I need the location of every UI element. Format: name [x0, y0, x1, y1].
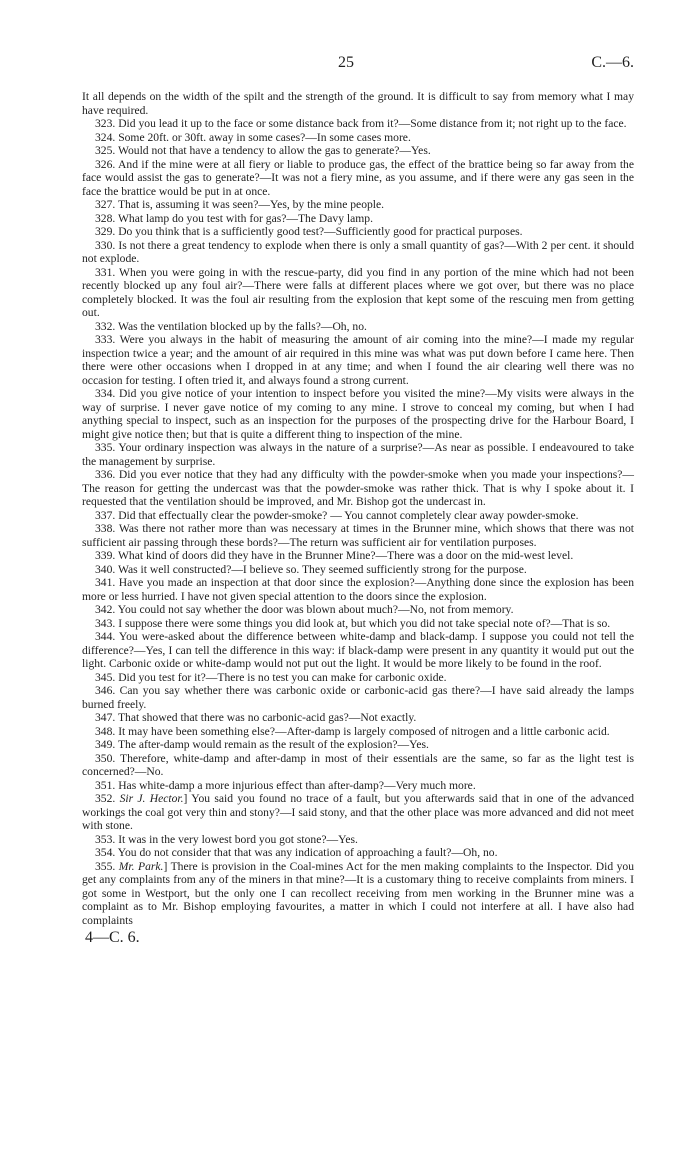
paragraph: 343. I suppose there were some things you did look at, but which you did not take special note of?—That is so. — [95, 616, 611, 630]
paper-series-code: C.—6. — [591, 54, 634, 71]
page-number: 25 — [338, 54, 354, 71]
paragraph: 337. Did that effectually clear the powder-smoke? — You cannot completely clear away powder-smoke. — [95, 508, 579, 522]
paragraph: 351. Has white-damp a more injurious effect than after-damp?—Very much more. — [95, 778, 476, 792]
paragraph: 329. Do you think that is a sufficiently good test?—Sufficiently good for practical purposes. — [95, 225, 523, 238]
paragraph: 332. Was the ventilation blocked up by the falls?—Oh, no. — [95, 319, 367, 333]
paragraph: 342. You could not say whether the door was blown about much?—No, not from memory. — [95, 603, 514, 616]
paragraph: 346. Can you say whether there was carbonic oxide or carbonic-acid gas there?—I have said already the lamps burned freely. — [82, 684, 634, 711]
paragraph: 355. Mr. Park.] There is provision in the Coal-mines Act for the men making complaints to the Inspector. Did you get any complaints from any of the miners in that mine?—It is a customary thing to receive complaints from miners. I got some in Westport, but the only one I can recollect receiving from men working in the Brunner mine was a complaint as to Mr. Bishop employing favourites, a matter in which I could not interfere at all. I have also had complaints — [82, 859, 635, 927]
paragraph: 324. Some 20ft. or 30ft. away in some cases?—In some cases more. — [95, 130, 411, 144]
paragraph: 347. That showed that there was no carbonic-acid gas?—Not exactly. — [95, 711, 417, 724]
paragraph: 344. You were-asked about the difference between white-damp and black-damp. I suppose you could not tell the difference?—Yes, I can tell the difference in this way: if black-damp were present in any quantity it would put out the light. Carbonic oxide or white-damp would not put out the light. It would be more likely to be found in the roof. — [82, 630, 634, 670]
paragraph: 328. What lamp do you test with for gas?—The Davy lamp. — [95, 211, 373, 225]
paragraph: 340. Was it well constructed?—I believe so. They seemed sufficiently strong for the purpose. — [95, 562, 527, 576]
paragraph: 354. You do not consider that that was any indication of approaching a fault?—Oh, no. — [95, 846, 498, 859]
paragraph: 334. Did you give notice of your intention to inspect before you visited the mine?—My visits were always in the way of surprise. I never gave notice of my coming to any mine. I strove to conceal my coming, but when I had anything special to inspect, such as an inspection for the purposes of the prospecting drive for the Harbour Board, I might give notice then; but that is quite a different thing to inspection of the mine. — [82, 387, 634, 441]
paragraph: 327. That is, assuming it was seen?—Yes, by the mine people. — [95, 198, 385, 211]
paragraph: 330. Is not there a great tendency to explode when there is only a small quantity of gas?—With 2 per cent. it should not explode. — [82, 238, 634, 265]
paragraph: 323. Did you lead it up to the face or some distance back from it?—Some distance from it; not right up to the face. — [95, 117, 627, 130]
paragraph: 349. The after-damp would remain as the result of the explosion?—Yes. — [95, 738, 429, 751]
paragraph: 341. Have you made an inspection at that door since the explosion?—Anything done since the explosion has been more or less hurried. I have not given special attention to the doors since the explosion. — [82, 576, 634, 603]
paragraph: 326. And if the mine were at all fiery or liable to produce gas, the effect of the brattice being so far away from the face would assist the gas to generate?—It was not a fiery mine, as you assume, and if there were any gas seen in the face the brattice would be put in at once. — [82, 157, 634, 198]
paragraph: 350. Therefore, white-damp and after-damp in most of their essentials are the same, so far as the light test is concerned?—No. — [82, 751, 634, 778]
paragraph: It all depends on the width of the spilt and the strength of the ground. It is difficult to say from memory what I may have required. — [82, 90, 634, 117]
paragraph: 353. It was in the very lowest bord you got stone?—Yes. — [95, 832, 358, 846]
paragraph: 352. Sir J. Hector.] You said you found no trace of a fault, but you afterwards said that in one of the advanced workings the coal got very thin and stony?—I said stony, and that the other place was more advanced and did not meet with stone. — [82, 792, 634, 832]
paragraph: 336. Did you ever notice that they had any difficulty with the powder-smoke when you made your inspections?—The reason for getting the undercast was that the powder-smoke was rather thick. That is why I spoke about it. I requested that the ventilation should be improved, and Mr. Bishop got the undercast in. — [82, 468, 634, 508]
paragraph: 331. When you were going in with the rescue-party, did you find in any portion of the mine which had not been recently blocked up any foul air?—There were falls at different places where we got over, but there was no place completely blocked. It was the foul air resulting from the explosion that kept some of the rescuing men from getting out. — [82, 265, 634, 319]
paragraph: 335. Your ordinary inspection was always in the nature of a surprise?—As near as possible. I endeavoured to take the management by surprise. — [82, 441, 634, 468]
paragraph: 348. It may have been something else?—After-damp is largely composed of nitrogen and a little carbonic acid. — [95, 724, 610, 738]
paragraph: 339. What kind of doors did they have in the Brunner Mine?—There was a door on the mid-west level. — [95, 549, 574, 562]
paragraph: 338. Was there not rather more than was necessary at times in the Brunner mine, which shows that there was not sufficient air passing through these bords?—The return was sufficient air for ventilation purposes. — [82, 522, 634, 549]
testimony-body — [82, 90, 634, 927]
paragraph: 345. Did you test for it?—There is no test you can make for carbonic oxide. — [95, 670, 447, 684]
signature-mark: 4—C. 6. — [85, 929, 140, 946]
paragraph: 333. Were you always in the habit of measuring the amount of air coming into the mine?—I made my regular inspection twice a year; and the amount of air required in this mine was what was put down before I came here. Then there were other occasions when I dropped in at any time; and when I found the air clearing well there was no occasion for testing. I often tried it, and always found a strong current. — [82, 333, 634, 387]
page-header — [82, 56, 634, 90]
paragraph: 325. Would not that have a tendency to allow the gas to generate?—Yes. — [95, 144, 431, 157]
